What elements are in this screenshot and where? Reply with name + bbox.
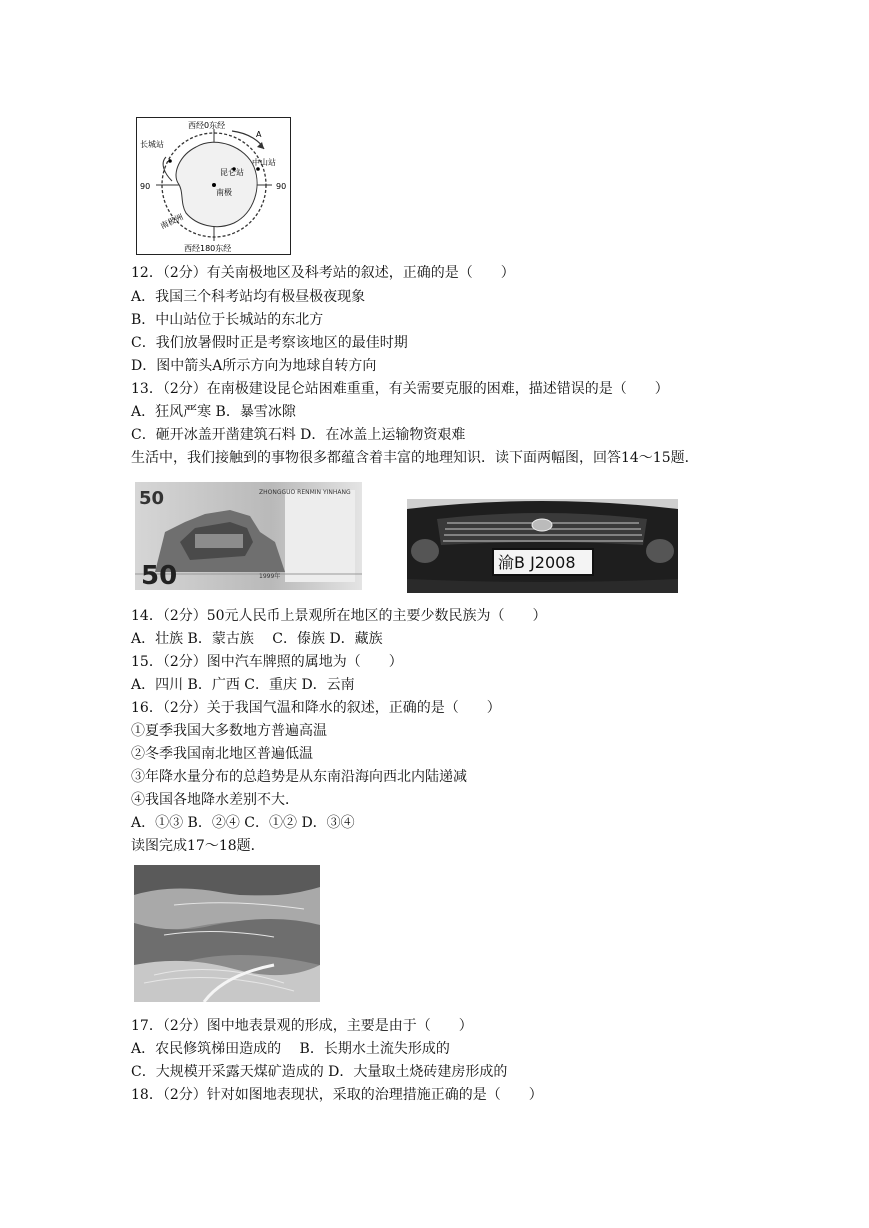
map-top-label: 西经0东经 [188, 121, 226, 130]
q14-15-intro: 生活中，我们接触到的事物很多都蕴含着丰富的地理知识．读下面两幅图，回答14～15题． [131, 450, 699, 466]
q13-options-cd: C．砸开冰盖开凿建筑石料 D．在冰盖上运输物资艰难 [131, 427, 466, 443]
q15-options: A．四川 B．广西 C．重庆 D．云南 [131, 677, 355, 693]
map-left-90: 90 [140, 182, 151, 191]
q16-stem: 16．（2分）关于我国气温和降水的叙述，正确的是（ ） [131, 700, 501, 716]
q13-options-ab: A．狂风严寒 B．暴雪冰隙 [131, 404, 296, 420]
banknote-value-top: 50 [139, 488, 165, 509]
q14-stem: 14．（2分）50元人民币上景观所在地区的主要少数民族为（ ） [131, 608, 547, 624]
q15-stem: 15．（2分）图中汽车牌照的属地为（ ） [131, 654, 403, 670]
banknote-year: 1999年 [259, 573, 281, 580]
q16-options: A．①③ B．②④ C．①② D．③④ [131, 815, 355, 831]
map-kunlun-label: 昆仑站 [220, 168, 244, 177]
q12-option-b: B．中山站位于长城站的东北方 [131, 312, 324, 328]
map-sea-label: 南极洲 [159, 212, 185, 231]
map-zhongshan-label: 中山站 [252, 158, 276, 167]
map-bottom-label: 西经180东经 [184, 244, 232, 253]
q13-stem: 13．（2分）在南极建设昆仑站困难重重，有关需要克服的困难，描述错误的是（ ） [131, 381, 669, 397]
car-image [407, 499, 678, 593]
q17-options-cd: C．大规模开采露天煤矿造成的 D．大量取土烧砖建房形成的 [131, 1064, 508, 1080]
q12-option-c: C．我们放暑假时正是考察该地区的最佳时期 [131, 335, 408, 351]
map-arrow-label: A [256, 130, 262, 139]
q16-statement-2: ②冬季我国南北地区普遍低温 [131, 746, 313, 762]
license-plate-text: 渝B J2008 [498, 553, 576, 572]
q14-options: A．壮族 B．蒙古族 C．傣族 D．藏族 [131, 631, 383, 647]
q12-option-d: D．图中箭头A所示方向为地球自转方向 [131, 358, 377, 374]
q16-statement-3: ③年降水量分布的总趋势是从东南沿海向西北内陆递减 [131, 769, 467, 785]
q18-stem: 18．（2分）针对如图地表现状，采取的治理措施正确的是（ ） [131, 1087, 543, 1103]
antarctica-map [136, 117, 291, 255]
landscape-image [134, 865, 320, 1002]
q17-options-ab: A．农民修筑梯田造成的 B．长期水土流失形成的 [131, 1041, 450, 1057]
q17-18-intro: 读图完成17～18题． [131, 838, 265, 854]
map-right-90: 90 [276, 182, 287, 191]
q17-stem: 17．（2分）图中地表景观的形成，主要是由于（ ） [131, 1018, 473, 1034]
map-changcheng-label: 长城站 [140, 140, 164, 149]
q12-stem: 12．（2分）有关南极地区及科考站的叙述，正确的是（ ） [131, 265, 515, 281]
map-south-pole-label: 南极 [216, 188, 232, 197]
banknote-header: ZHONGGUO RENMIN YINHANG [259, 489, 351, 496]
banknote-image [135, 482, 362, 590]
q16-statement-4: ④我国各地降水差别不大． [131, 792, 299, 808]
q12-option-a: A．我国三个科考站均有极昼极夜现象 [131, 289, 366, 305]
q16-statement-1: ①夏季我国大多数地方普遍高温 [131, 723, 327, 739]
banknote-value-bottom: 50 [141, 561, 178, 590]
